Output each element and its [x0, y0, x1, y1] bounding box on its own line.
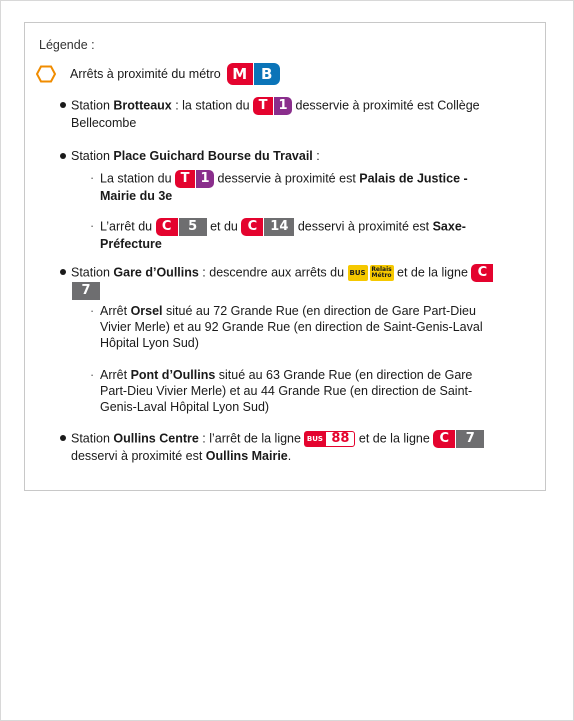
text: : — [312, 149, 320, 163]
sub-item-pont-oullins — [90, 367, 500, 415]
text: desservi à proximité est — [71, 449, 206, 463]
text: Station — [71, 149, 114, 163]
sub-bullet: · — [90, 171, 95, 185]
hexagon-icon — [36, 65, 56, 83]
bus-line-7-icon: 7 — [456, 430, 484, 448]
text: Station — [71, 98, 114, 113]
bus-c-icon: C — [471, 264, 493, 282]
relais-metro-icon — [370, 265, 394, 281]
metro-text: Métro — [371, 272, 392, 279]
list-item-gare-oullins — [71, 264, 511, 300]
text: et de la ligne — [355, 431, 434, 446]
sub-item-palais-justice — [90, 170, 500, 204]
bus-red-icon: BUS — [304, 431, 325, 447]
tram-t-icon: T — [175, 170, 195, 188]
legend-panel — [24, 22, 546, 491]
bus-line-7-icon: 7 — [72, 282, 100, 300]
bus-line-5-icon: 5 — [179, 218, 207, 236]
bus-yellow-icon: BUS — [348, 265, 368, 281]
tram-line-1-icon: 1 — [274, 97, 292, 115]
text: Station — [71, 265, 114, 280]
station-name: Place Guichard Bourse du Travail — [113, 149, 313, 163]
text: desservi à proximité est — [294, 219, 433, 234]
place-name: Saxe-Préfecture — [100, 219, 466, 251]
list-item-place-guichard — [71, 148, 511, 164]
text: : la station du — [171, 98, 254, 113]
list-item-oullins-centre — [71, 430, 511, 464]
stop-name: Pont d’Oullins — [130, 368, 216, 382]
bus-c-icon: C — [156, 218, 178, 236]
bullet — [60, 102, 66, 108]
sub-bullet: · — [90, 368, 95, 382]
bus-line-14-icon: 14 — [264, 218, 294, 236]
bullet — [60, 153, 66, 159]
station-name: Gare d’Oullins — [113, 265, 199, 280]
text: L’arrêt du — [100, 219, 156, 234]
relais-text: Relais — [371, 266, 392, 273]
list-item-brotteaux — [71, 97, 511, 131]
sub-bullet: · — [90, 304, 95, 318]
bus-c-icon: C — [241, 218, 263, 236]
station-name: Oullins Centre — [113, 431, 199, 446]
text: La station du — [100, 171, 176, 186]
sub-item-orsel — [90, 303, 500, 351]
text: : descendre aux arrêts du — [198, 265, 348, 280]
bus-line-88-icon: 88 — [325, 431, 355, 447]
sub-item-saxe — [90, 218, 500, 252]
legend-label: Arrêts à proximité du métro — [70, 67, 221, 81]
text: et de la ligne — [393, 265, 472, 280]
text: Arrêt — [100, 304, 131, 318]
text: : l’arrêt de la ligne — [198, 431, 305, 446]
metro-b-icon: B — [254, 63, 280, 85]
text: situé au 63 Grande Rue (en direction de Gare Part-Dieu Vivier Merle) et au 44 Grande Rue (en direction de Saint-Genis-Laval Hôpital Lyon Sud) — [100, 368, 473, 414]
legend-title: Légende : — [39, 38, 95, 52]
station-name: Brotteaux — [113, 98, 172, 113]
text: desservie à proximité est — [214, 171, 360, 186]
text: situé au 72 Grande Rue (en direction de Gare Part-Dieu Vivier Merle) et au 92 Grande Rue (en direction de Saint-Genis-Laval Hôpital Lyon Sud) — [100, 304, 483, 350]
text: . — [287, 449, 292, 463]
sub-bullet: · — [90, 219, 95, 233]
tram-line-1-icon: 1 — [196, 170, 214, 188]
text: Arrêt — [100, 368, 131, 382]
metro-m-icon: M — [227, 63, 253, 85]
text: Station — [71, 431, 114, 446]
bus-c-icon: C — [433, 430, 455, 448]
place-name: Palais de Justice - Mairie du 3e — [100, 171, 468, 203]
text: et du — [206, 219, 242, 234]
legend-metro-row — [36, 63, 280, 85]
text: desservie à proximité est Collège Bellecombe — [71, 98, 480, 130]
place-name: Oullins Mairie — [205, 449, 288, 463]
bullet — [60, 435, 66, 441]
tram-t-icon: T — [253, 97, 273, 115]
bullet — [60, 269, 66, 275]
stop-name: Orsel — [130, 304, 163, 318]
